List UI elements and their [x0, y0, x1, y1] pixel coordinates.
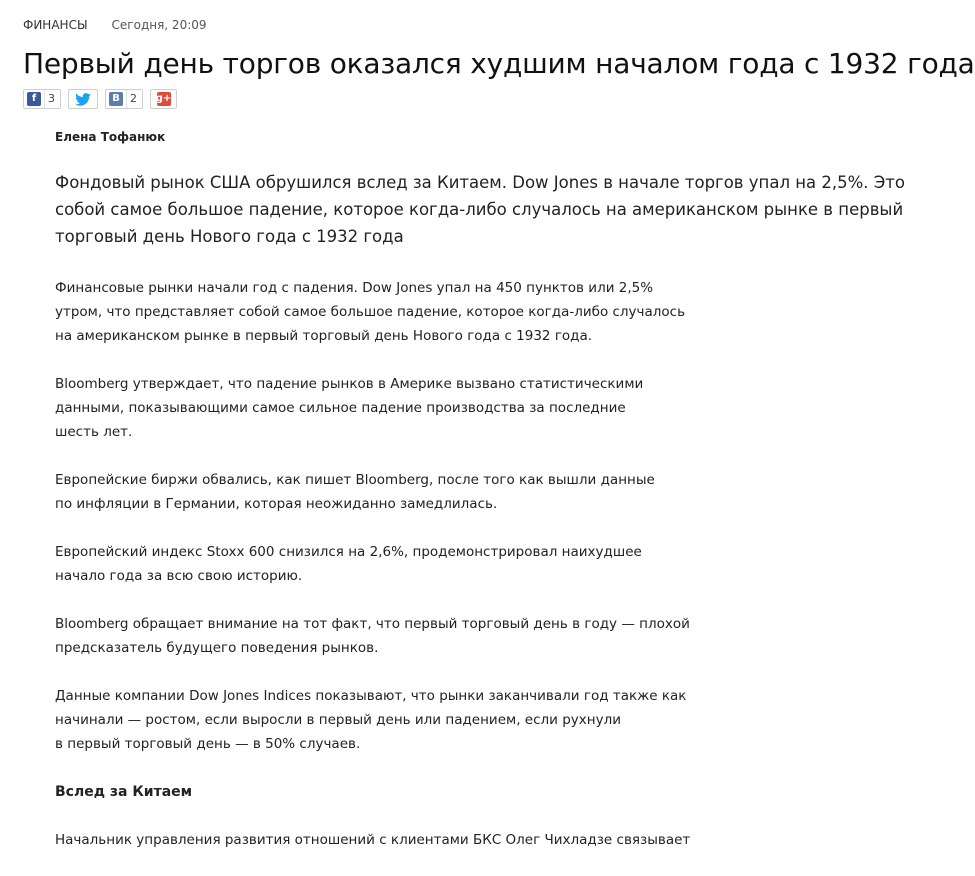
author-name[interactable]: Елена Тофанюк [55, 130, 166, 144]
vk-icon: В [109, 92, 123, 106]
paragraph-line: на американском рынке в первый торговый день Нового года с 1932 года. [55, 328, 593, 344]
lead-line: Фондовый рынок США обрушился вслед за Китаем. Dow Jones в начале торгов упал на 2,5%. Это [55, 173, 906, 192]
share-bar [23, 89, 177, 109]
article-meta [23, 18, 207, 32]
article-paragraph [55, 612, 690, 660]
paragraph-line: Европейский индекс Stoxx 600 снизился на 2,6%, продемонстрировал наихудшее [55, 544, 642, 560]
paragraph-line: начало года за всю свою историю. [55, 568, 303, 584]
lead-line: собой самое большое падение, которое когда-либо случалось на американском рынке в первый [55, 200, 904, 219]
article-paragraph [55, 684, 687, 756]
google-plus-icon: g+ [155, 93, 172, 104]
article-paragraph [55, 276, 686, 348]
lead-line: торговый день Нового года с 1932 года [55, 227, 404, 246]
paragraph-line: Bloomberg обращает внимание на тот факт, что первый торговый день в году — плохой [55, 616, 690, 632]
paragraph-line: Данные компании Dow Jones Indices показывают, что рынки заканчивали год также как [55, 688, 687, 704]
article-title: Первый день торгов оказался худшим началом года с 1932 года [23, 47, 975, 80]
section-link[interactable]: ФИНАНСЫ [23, 18, 88, 32]
paragraph-line: Начальник управления развития отношений с клиентами БКС Олег Чихладзе связывает [55, 832, 691, 848]
facebook-share-button[interactable] [23, 89, 61, 109]
paragraph-line: Финансовые рынки начали год с падения. Dow Jones упал на 450 пунктов или 2,5% [55, 280, 654, 296]
article-paragraph [55, 828, 691, 852]
paragraph-line: в первый торговый день — в 50% случаев. [55, 736, 361, 752]
twitter-icon [76, 92, 90, 106]
facebook-share-count: 3 [44, 90, 60, 108]
paragraph-line: по инфляции в Германии, которая неожиданно замедлилась. [55, 496, 498, 512]
vk-share-button[interactable] [105, 89, 143, 109]
paragraph-line: данными, показывающими самое сильное падение производства за последние [55, 400, 626, 416]
facebook-icon: f [27, 92, 41, 106]
paragraph-line: шесть лет. [55, 424, 133, 440]
article-subheading: Вслед за Китаем [55, 784, 193, 800]
article-paragraph [55, 372, 675, 444]
article-paragraph [55, 540, 675, 588]
article-paragraph [55, 468, 675, 516]
publish-time: Сегодня, 20:09 [111, 18, 207, 32]
paragraph-line: Bloomberg утверждает, что падение рынков в Америке вызвано статистическими [55, 376, 644, 392]
twitter-share-button[interactable] [68, 89, 98, 109]
article-body [55, 276, 691, 876]
google-plus-share-button[interactable] [150, 89, 177, 109]
paragraph-line: начинали — ростом, если выросли в первый день или падением, если рухнули [55, 712, 621, 728]
paragraph-line: утром, что представляет собой самое большое падение, которое когда-либо случалось [55, 304, 686, 320]
vk-share-count: 2 [126, 90, 142, 108]
paragraph-line: предсказатель будущего поведения рынков. [55, 640, 379, 656]
article-lead [55, 169, 906, 250]
paragraph-line: Европейские биржи обвались, как пишет Bloomberg, после того как вышли данные [55, 472, 655, 488]
